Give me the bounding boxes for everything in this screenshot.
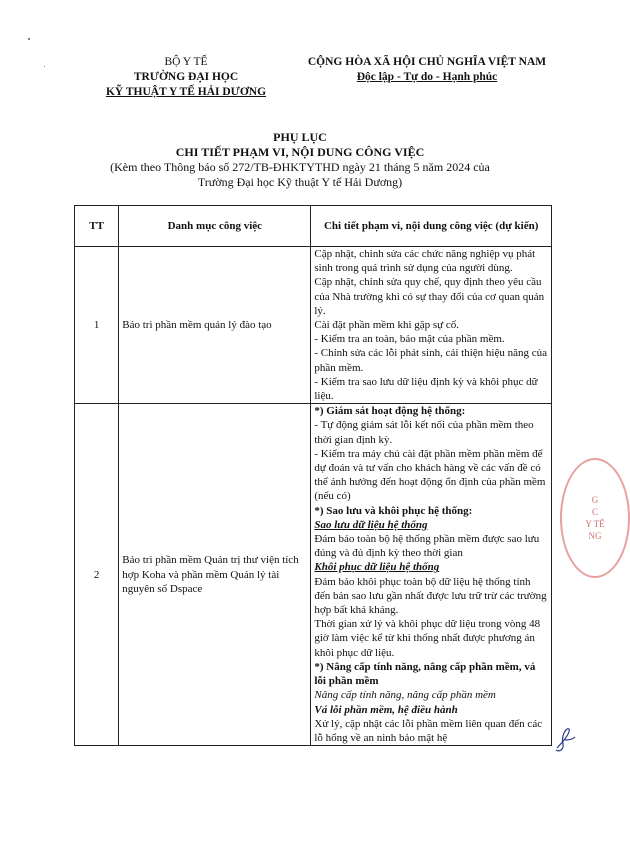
title-reference-cont: Trường Đại học Kỹ thuật Y tế Hải Dương): [197, 175, 403, 189]
detail-subheading: Sao lưu dữ liệu hệ thống: [314, 518, 428, 531]
school-name-line1: TRƯỜNG ĐẠI HỌC: [133, 71, 239, 83]
issuer-block: [86, 55, 286, 100]
detail-line: - Tự động giám sát lỗi kết nối của phần mềm theo thời gian định kỳ.: [314, 419, 534, 446]
detail-line: - Kiểm tra an toàn, bảo mật của phần mềm.: [314, 333, 505, 346]
row-number: 2: [75, 404, 119, 746]
detail-line: Cập nhật, chỉnh sửa quy chế, quy định theo yêu cầu của Nhà trường khi có sự thay đổi của cơ quan quản lý.: [314, 276, 545, 317]
document-title: [60, 130, 540, 190]
detail-line: Thời gian xử lý và khôi phục dữ liệu trong vòng 48 giờ làm việc kể từ khi thống nhất được phương án khôi phục dữ liệu.: [314, 618, 541, 659]
detail-section-heading: *) Giám sát hoạt động hệ thống:: [314, 405, 466, 418]
row-details: [311, 404, 552, 746]
title-appendix: PHỤ LỤC: [273, 130, 327, 144]
detail-line: - Chỉnh sửa các lỗi phát sinh, cải thiện hiệu năng của phần mềm.: [314, 347, 547, 374]
scan-speck: [44, 66, 45, 67]
scan-speck: [28, 38, 30, 40]
initial-signature: [553, 726, 577, 754]
header-tt: TT: [75, 206, 119, 247]
table-header-row: [75, 206, 552, 247]
national-motto: Độc lập - Tự do - Hạnh phúc: [356, 71, 498, 83]
detail-section-heading: *) Sao lưu và khôi phục hệ thống:: [314, 504, 473, 517]
detail-line: Cài đặt phần mềm khi gặp sự cố.: [314, 319, 460, 332]
detail-line: - Kiểm tra máy chủ cài đặt phần mềm phần mềm để dự đoán và tư vấn cho khách hàng về các vấn đề có thể ảnh hưởng đến hoạt động ổn định của phần mềm (nếu có): [314, 447, 546, 503]
detail-subheading: Vá lỗi phần mềm, hệ điều hành: [314, 703, 458, 716]
header-details: Chi tiết phạm vi, nội dung công việc (dự kiến): [311, 206, 552, 247]
row-number: 1: [75, 247, 119, 404]
title-reference: (Kèm theo Thông báo số 272/TB-ĐHKTYTHD ngày 21 tháng 5 năm 2024 của: [110, 160, 490, 174]
row-category: Bảo trì phần mềm Quản trị thư viện tích hợp Koha và phần mềm Quản lý tài nguyên số Dspace: [119, 404, 311, 746]
detail-line: Cập nhật, chỉnh sửa các chức năng nghiệp vụ phát sinh trong quá trình sử dụng của người dùng.: [314, 248, 536, 275]
ministry-name: BỘ Y TẾ: [164, 56, 208, 68]
detail-line: Xử lý, cập nhật các lỗi phần mềm liên quan đến các lỗ hổng về an ninh bảo mật hệ: [314, 717, 543, 744]
detail-subheading: Khôi phục dữ liệu hệ thống: [314, 561, 440, 574]
row-category: Bảo trì phần mềm quản lý đào tạo: [119, 247, 311, 404]
detail-subheading: Nâng cấp tính năng, nâng cấp phần mềm: [314, 689, 496, 702]
school-name-line2: KỸ THUẬT Y TẾ HẢI DƯƠNG: [105, 86, 267, 98]
detail-section-heading: *) Nâng cấp tính năng, nâng cấp phần mềm, vá lỗi phần mềm: [314, 660, 536, 688]
red-seal-stamp: G C Y TẾ NG: [560, 458, 630, 578]
detail-line: Đảm bảo toàn bộ hệ thống phần mềm được sao lưu đúng và đủ định kỳ theo thời gian: [314, 533, 540, 560]
country-name: CỘNG HÒA XÃ HỘI CHỦ NGHĨA VIỆT NAM: [307, 56, 547, 68]
header-category: Danh mục công việc: [119, 206, 311, 247]
work-scope-table: [74, 205, 552, 746]
detail-line: - Kiểm tra sao lưu dữ liệu định kỳ và khôi phục dữ liệu.: [314, 375, 538, 403]
title-main: CHI TIẾT PHẠM VI, NỘI DUNG CÔNG VIỆC: [175, 145, 425, 159]
national-header: [282, 55, 572, 85]
table-row: [75, 404, 552, 746]
table-row: [75, 247, 552, 404]
row-details: [311, 247, 552, 404]
detail-line: Đảm bảo khôi phục toàn bộ dữ liệu hệ thống tính đến bản sao lưu gần nhất được lưu trữ trừ các trường hợp bất khả kháng.: [314, 575, 547, 617]
